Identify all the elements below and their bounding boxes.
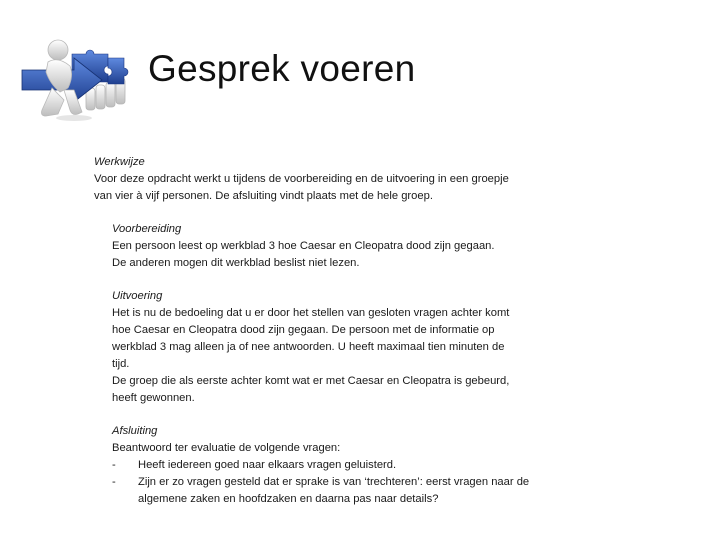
uitvoering-heading: Uitvoering — [112, 290, 163, 302]
bullet-continuation: algemene zaken en hoofdzaken en daarna pas naar details? — [138, 493, 439, 505]
voorbereiding-line: Een persoon leest op werkblad 3 hoe Caesar en Cleopatra dood zijn gegaan. — [112, 240, 495, 252]
afsluiting-heading: Afsluiting — [112, 425, 158, 437]
bullet-marker: - — [112, 459, 116, 471]
werkwijze-line: van vier à vijf personen. De afsluiting vindt plaats met de hele groep. — [94, 190, 433, 202]
page-title: Gesprek voeren — [148, 48, 416, 89]
voorbereiding-heading: Voorbereiding — [112, 223, 182, 235]
voorbereiding-line: De anderen mogen dit werkblad beslist niet lezen. — [112, 257, 360, 269]
werkwijze-heading: Werkwijze — [94, 156, 145, 168]
werkwijze-line: Voor deze opdracht werkt u tijdens de voorbereiding en de uitvoering in een groepje — [94, 173, 509, 185]
uitvoering-line: heeft gewonnen. — [112, 392, 195, 404]
uitvoering-line: tijd. — [112, 358, 130, 370]
section-voorbereiding — [112, 221, 554, 508]
uitvoering-line: De groep die als eerste achter komt wat er met Caesar en Cleopatra is gebeurd, — [112, 375, 510, 387]
bullet-text: Zijn er zo vragen gesteld dat er sprake is van ‘trechteren’: eerst vragen naar de — [138, 476, 530, 488]
figure-pushing-puzzle-arrow-icon — [18, 30, 134, 126]
bullet-text: Heeft iedereen goed naar elkaars vragen geluisterd. — [138, 459, 397, 471]
uitvoering-line: hoe Caesar en Cleopatra dood zijn gegaan. De persoon met de informatie op — [112, 324, 495, 336]
uitvoering-line: Het is nu de bedoeling dat u er door het stellen van gesloten vragen achter komt — [112, 307, 510, 319]
bullet-marker: - — [112, 476, 116, 488]
list-item — [112, 457, 554, 474]
list-item — [112, 474, 554, 491]
document-body — [94, 154, 554, 508]
afsluiting-intro: Beantwoord ter evaluatie de volgende vragen: — [112, 442, 341, 454]
uitvoering-line: werkblad 3 mag alleen ja of nee antwoorden. U heeft maximaal tien minuten de — [112, 341, 505, 353]
